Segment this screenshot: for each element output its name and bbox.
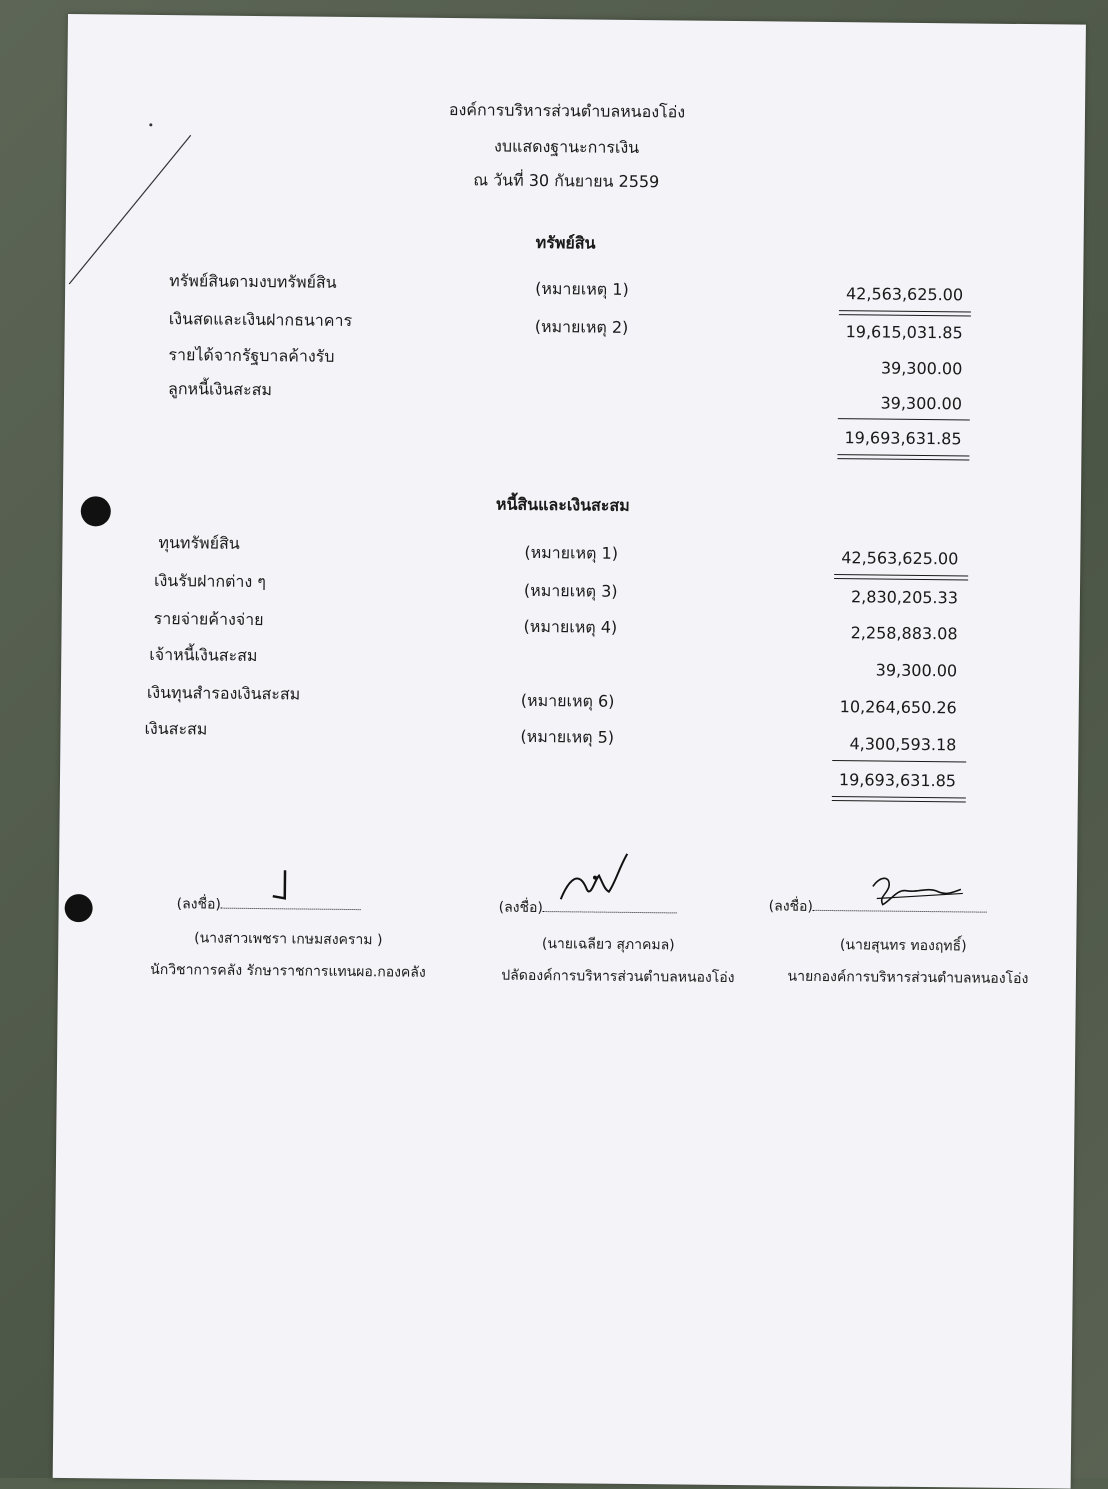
asset-row-amount: 39,300.00 — [880, 393, 963, 414]
statement-date: ณ วันที่ 30 กันยายน 2559 — [473, 170, 660, 192]
liability-row-label: ทุนทรัพย์สิน — [158, 532, 240, 553]
signatory-name: (นายสุนทร ทองฤทธิ์) — [839, 937, 967, 955]
liability-row-label: เงินทุนสำรองเงินสะสม — [146, 682, 301, 704]
assets-heading: ทรัพย์สิน — [535, 232, 596, 253]
liability-row-amount: 2,258,883.08 — [850, 623, 958, 644]
double-underline — [839, 310, 971, 316]
liability-row-amount: 2,830,205.33 — [850, 587, 959, 608]
double-underline — [837, 454, 969, 460]
double-underline — [834, 574, 968, 580]
assets-total: 19,693,631.85 — [844, 428, 962, 449]
asset-row-amount: 19,615,031.85 — [845, 322, 963, 343]
signature-mark-2 — [549, 849, 650, 910]
document-page — [53, 14, 1086, 1489]
sign-label: (ลงชื่อ) — [768, 898, 814, 915]
single-underline — [832, 760, 966, 762]
sign-label: (ลงชื่อ) — [498, 899, 543, 917]
pen-stroke-mark — [65, 114, 197, 295]
sign-label: (ลงชื่อ) — [176, 896, 222, 913]
signatory-name: (นายเฉลียว สุภาคมล) — [541, 936, 675, 954]
signatory-name: (นางสาวเพชรา เกษมสงคราม ) — [194, 930, 383, 949]
liability-row-note: (หมายเหตุ 5) — [520, 726, 615, 747]
liability-row-amount: 10,264,650.26 — [839, 697, 957, 718]
single-underline — [838, 418, 970, 420]
asset-row-label: ทรัพย์สินตามงบทรัพย์สิน — [169, 271, 337, 292]
punch-hole — [64, 894, 92, 922]
signatory-role: นายกองค์การบริหารส่วนตำบลหนองโอ่ง — [787, 968, 1029, 988]
liability-row-label: รายจ่ายค้างจ่าย — [153, 608, 264, 630]
liability-row-amount: 39,300.00 — [875, 660, 958, 681]
signatory-role: นักวิชาการคลัง รักษาราชการแทนผอ.กองคลัง — [150, 961, 426, 981]
liability-row-amount: 4,300,593.18 — [849, 734, 957, 755]
liability-row-label: เจ้าหนี้เงินสะสม — [149, 644, 258, 666]
asset-row-label: รายได้จากรัฐบาลค้างรับ — [168, 345, 335, 366]
liability-row-amount: 42,563,625.00 — [841, 548, 959, 569]
signature-mark-1 — [265, 864, 305, 904]
liability-row-note: (หมายเหตุ 3) — [523, 580, 618, 601]
punch-hole — [81, 496, 111, 526]
liabilities-heading: หนี้สินและเงินสะสม — [495, 494, 630, 515]
asset-row-label: ลูกหนี้เงินสะสม — [167, 379, 273, 400]
asset-row-note: (หมายเหตุ 2) — [534, 316, 629, 337]
asset-row-amount: 42,563,625.00 — [845, 284, 964, 305]
organization-title: องค์การบริหารส่วนตำบลหนองโอ่ง — [448, 99, 686, 122]
signatory-role: ปลัดองค์การบริหารส่วนตำบลหนองโอ่ง — [501, 967, 735, 987]
asset-row-amount: 39,300.00 — [880, 358, 963, 379]
liability-row-note: (หมายเหตุ 6) — [520, 690, 615, 711]
asset-row-note: (หมายเหตุ 1) — [535, 278, 629, 299]
liability-row-note: (หมายเหตุ 1) — [524, 542, 619, 563]
double-underline — [832, 796, 966, 802]
liability-row-note: (หมายเหตุ 4) — [523, 616, 618, 637]
liability-row-label: เงินสะสม — [144, 718, 208, 739]
liability-row-label: เงินรับฝากต่าง ๆ — [153, 570, 267, 592]
asset-row-label: เงินสดและเงินฝากธนาคาร — [168, 309, 353, 330]
statement-title: งบแสดงฐานะการเงิน — [493, 136, 640, 157]
liabilities-total: 19,693,631.85 — [838, 770, 957, 791]
signature-mark-3 — [867, 868, 967, 913]
